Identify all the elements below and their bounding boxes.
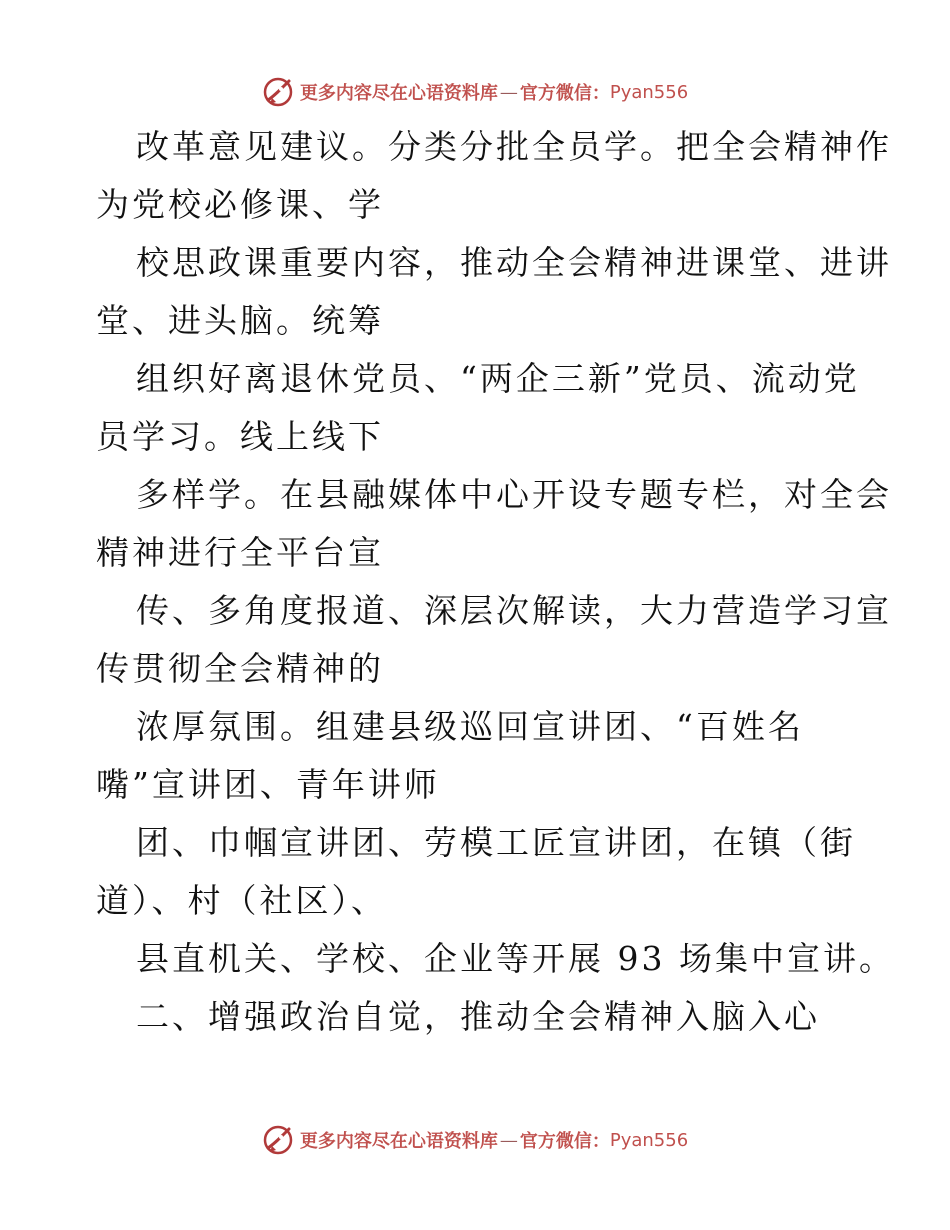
text-line: 为党校必修课、学 (96, 185, 384, 224)
text-line: 浓厚氛围。组建县级巡回宣讲团、“百姓名 (136, 707, 804, 746)
text-line: 改革意见建议。分类分批全员学。把全会精神作 (136, 127, 892, 166)
watermark-separator: — (499, 81, 518, 103)
text-line: 组织好离退休党员、“两企三新”党员、流动党 (136, 359, 860, 398)
text-line: 精神进行全平台宣 (96, 533, 384, 572)
watermark-account: Pyan556 (609, 1129, 689, 1151)
watermark-brand: 更多内容尽在心语资料库 (299, 1131, 498, 1152)
pen-logo-icon (262, 1124, 294, 1156)
text-line: 多样学。在县融媒体中心开设专题专栏，对全会 (136, 475, 892, 514)
section-heading: 二、增强政治自觉，推动全会精神入脑入心 (136, 997, 820, 1036)
text-line: 校思政课重要内容，推动全会精神进课堂、进讲 (136, 243, 892, 282)
text-line: 传、多角度报道、深层次解读，大力营造学习宣 (136, 591, 892, 630)
text-line: 堂、进头脑。统筹 (96, 301, 384, 340)
text-line: 嘴”宣讲团、青年讲师 (96, 765, 440, 804)
watermark-account: Pyan556 (609, 81, 689, 103)
text-line: 县直机关、学校、企业等开展 93 场集中宣讲。 (136, 939, 895, 978)
footer-watermark (0, 1120, 950, 1160)
watermark-brand: 更多内容尽在心语资料库 (299, 83, 498, 104)
watermark-separator: — (499, 1129, 518, 1151)
text-line: 团、巾帼宣讲团、劳模工匠宣讲团，在镇（街 (136, 823, 856, 862)
text-line: 传贯彻全会精神的 (96, 649, 384, 688)
header-watermark (0, 72, 950, 112)
watermark-label: 官方微信： (519, 83, 610, 104)
document-body (96, 118, 895, 1046)
watermark-label: 官方微信： (519, 1131, 610, 1152)
text-line: 道）、村（社区）、 (96, 881, 387, 920)
text-line: 员学习。线上线下 (96, 417, 384, 456)
pen-logo-icon (262, 76, 294, 108)
